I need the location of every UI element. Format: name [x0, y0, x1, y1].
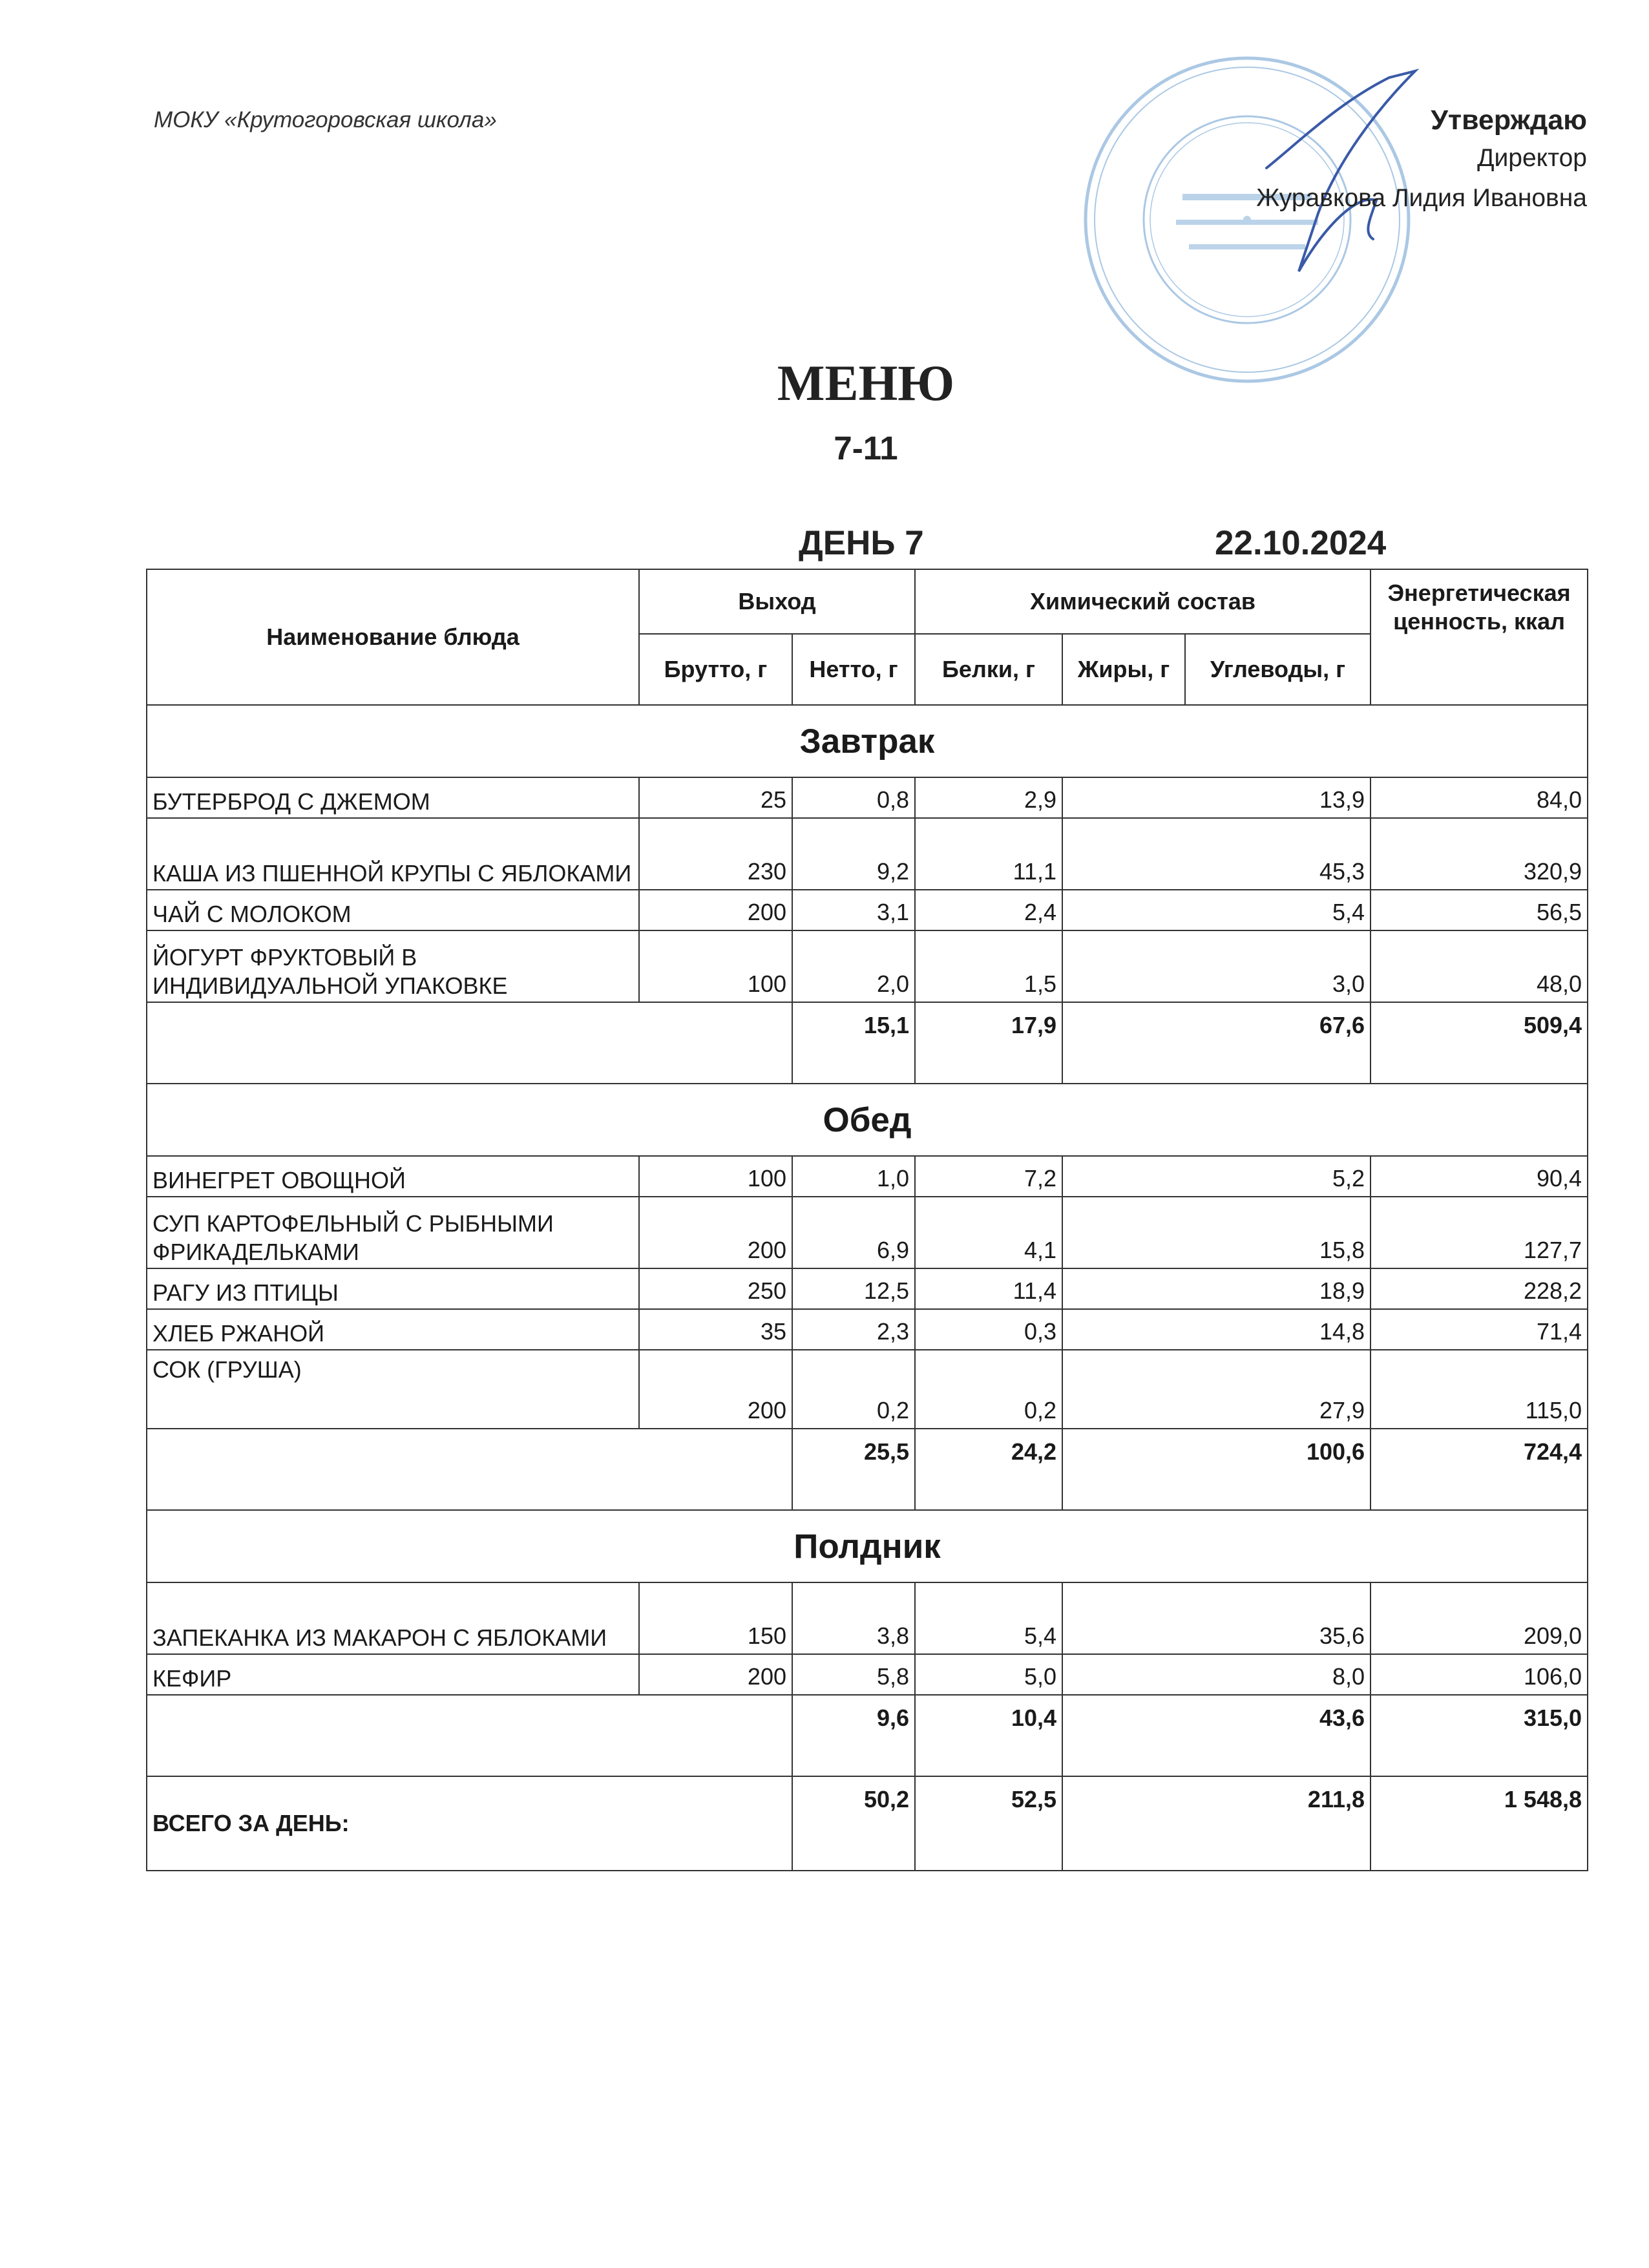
- col-header-carbs: Углеводы, г: [1185, 634, 1371, 705]
- kcal-value: 115,0: [1371, 1350, 1588, 1429]
- fat-value: 11,4: [915, 1268, 1062, 1309]
- total-protein: 9,6: [792, 1695, 915, 1776]
- carbs-value: 13,9: [1062, 777, 1371, 818]
- section-title: Обед: [147, 1084, 1588, 1156]
- fat-value: 0,3: [915, 1309, 1062, 1350]
- kcal-value: 90,4: [1371, 1156, 1588, 1197]
- protein-value: 12,5: [792, 1268, 915, 1309]
- approve-name: Журавкова Лидия Ивановна: [1256, 184, 1587, 212]
- protein-value: 1,0: [792, 1156, 915, 1197]
- col-header-protein: Белки, г: [915, 634, 1062, 705]
- kcal-value: 127,7: [1371, 1197, 1588, 1268]
- dish-name: КАША ИЗ ПШЕННОЙ КРУПЫ С ЯБЛОКАМИ: [147, 818, 639, 890]
- total-kcal: 724,4: [1371, 1429, 1588, 1510]
- table-row: [147, 1350, 1588, 1429]
- total-carbs: 67,6: [1062, 1002, 1371, 1084]
- table-row: [147, 1197, 1588, 1268]
- col-header-brutto: Брутто, г: [639, 634, 792, 705]
- fat-value: 11,1: [915, 818, 1062, 890]
- dish-name: РАГУ ИЗ ПТИЦЫ: [147, 1268, 639, 1309]
- brutto-value: 100: [639, 1156, 792, 1197]
- fat-value: 4,1: [915, 1197, 1062, 1268]
- kcal-value: 106,0: [1371, 1654, 1588, 1695]
- kcal-value: 48,0: [1371, 930, 1588, 1002]
- brutto-value: 250: [639, 1268, 792, 1309]
- kcal-value: 228,2: [1371, 1268, 1588, 1309]
- menu-table: [146, 569, 1588, 1871]
- carbs-value: 35,6: [1062, 1582, 1371, 1654]
- total-fat: 24,2: [915, 1429, 1062, 1510]
- carbs-value: 14,8: [1062, 1309, 1371, 1350]
- dish-name: ВИНЕГРЕТ ОВОЩНОЙ: [147, 1156, 639, 1197]
- protein-value: 3,8: [792, 1582, 915, 1654]
- kcal-value: 71,4: [1371, 1309, 1588, 1350]
- total-carbs: 43,6: [1062, 1695, 1371, 1776]
- brutto-value: 100: [639, 930, 792, 1002]
- carbs-value: 8,0: [1062, 1654, 1371, 1695]
- carbs-value: 27,9: [1062, 1350, 1371, 1429]
- kcal-value: 84,0: [1371, 777, 1588, 818]
- table-row: [147, 818, 1588, 890]
- protein-value: 0,8: [792, 777, 915, 818]
- section-title: Завтрак: [147, 705, 1588, 777]
- kcal-value: 209,0: [1371, 1582, 1588, 1654]
- section-total-row: [147, 1695, 1588, 1776]
- grand-total-row: [147, 1776, 1588, 1871]
- dish-name: СУП КАРТОФЕЛЬНЫЙ С РЫБНЫМИ ФРИКАДЕЛЬКАМИ: [147, 1197, 639, 1268]
- brutto-value: 200: [639, 1350, 792, 1429]
- brutto-value: 200: [639, 1654, 792, 1695]
- fat-value: 2,4: [915, 890, 1062, 930]
- kcal-value: 320,9: [1371, 818, 1588, 890]
- brutto-value: 35: [639, 1309, 792, 1350]
- carbs-value: 5,2: [1062, 1156, 1371, 1197]
- approve-title: Утверждаю: [1431, 105, 1587, 136]
- kcal-value: 56,5: [1371, 890, 1588, 930]
- brutto-value: 230: [639, 818, 792, 890]
- total-fat: 10,4: [915, 1695, 1062, 1776]
- col-header-energy: Энергетическая ценность, ккал: [1371, 569, 1588, 705]
- protein-value: 3,1: [792, 890, 915, 930]
- grand-total-label: ВСЕГО ЗА ДЕНЬ:: [147, 1776, 792, 1871]
- grand-total-kcal: 1 548,8: [1371, 1776, 1588, 1871]
- dish-name: ХЛЕБ РЖАНОЙ: [147, 1309, 639, 1350]
- brutto-value: 200: [639, 890, 792, 930]
- carbs-value: 15,8: [1062, 1197, 1371, 1268]
- table-row: [147, 777, 1588, 818]
- fat-value: 5,4: [915, 1582, 1062, 1654]
- total-carbs: 100,6: [1062, 1429, 1371, 1510]
- brutto-value: 25: [639, 777, 792, 818]
- dish-name: ЙОГУРТ ФРУКТОВЫЙ В ИНДИВИДУАЛЬНОЙ УПАКОВКЕ: [147, 930, 639, 1002]
- menu-date: 22.10.2024: [1215, 524, 1387, 562]
- protein-value: 2,3: [792, 1309, 915, 1350]
- col-header-netto: Нетто, г: [792, 634, 915, 705]
- day-label: ДЕНЬ 7: [799, 524, 924, 562]
- total-protein: 25,5: [792, 1429, 915, 1510]
- brutto-value: 200: [639, 1197, 792, 1268]
- table-row: [147, 1156, 1588, 1197]
- table-row: [147, 1268, 1588, 1309]
- total-label-cell: [147, 1429, 792, 1510]
- dish-name: БУТЕРБРОД С ДЖЕМОМ: [147, 777, 639, 818]
- total-protein: 15,1: [792, 1002, 915, 1084]
- page-title: МЕНЮ: [777, 355, 955, 411]
- dish-name: ЧАЙ С МОЛОКОМ: [147, 890, 639, 930]
- carbs-value: 18,9: [1062, 1268, 1371, 1309]
- total-label-cell: [147, 1695, 792, 1776]
- section-total-row: [147, 1429, 1588, 1510]
- carbs-value: 5,4: [1062, 890, 1371, 930]
- table-row: [147, 890, 1588, 930]
- grand-total-protein: 50,2: [792, 1776, 915, 1871]
- carbs-value: 3,0: [1062, 930, 1371, 1002]
- organization-name: МОКУ «Крутогоровская школа»: [154, 107, 497, 132]
- col-header-chem: Химический состав: [915, 569, 1371, 634]
- col-header-output: Выход: [639, 569, 915, 634]
- col-header-fat: Жиры, г: [1062, 634, 1185, 705]
- table-row: [147, 930, 1588, 1002]
- protein-value: 0,2: [792, 1350, 915, 1429]
- grand-total-carbs: 211,8: [1062, 1776, 1371, 1871]
- dish-name: ЗАПЕКАНКА ИЗ МАКАРОН С ЯБЛОКАМИ: [147, 1582, 639, 1654]
- approval-block: [1256, 102, 1587, 218]
- table-row: [147, 1582, 1588, 1654]
- approve-position: Директор: [1477, 144, 1587, 172]
- table-row: [147, 1309, 1588, 1350]
- table-row: [147, 1654, 1588, 1695]
- protein-value: 2,0: [792, 930, 915, 1002]
- col-header-name: Наименование блюда: [147, 569, 639, 705]
- carbs-value: 45,3: [1062, 818, 1371, 890]
- total-label-cell: [147, 1002, 792, 1084]
- grand-total-fat: 52,5: [915, 1776, 1062, 1871]
- fat-value: 7,2: [915, 1156, 1062, 1197]
- fat-value: 2,9: [915, 777, 1062, 818]
- fat-value: 0,2: [915, 1350, 1062, 1429]
- dish-name: СОК (ГРУША): [147, 1350, 639, 1429]
- section-total-row: [147, 1002, 1588, 1084]
- dish-name: КЕФИР: [147, 1654, 639, 1695]
- protein-value: 6,9: [792, 1197, 915, 1268]
- fat-value: 1,5: [915, 930, 1062, 1002]
- total-kcal: 509,4: [1371, 1002, 1588, 1084]
- page-subtitle: 7-11: [834, 430, 898, 467]
- protein-value: 5,8: [792, 1654, 915, 1695]
- total-kcal: 315,0: [1371, 1695, 1588, 1776]
- fat-value: 5,0: [915, 1654, 1062, 1695]
- protein-value: 9,2: [792, 818, 915, 890]
- brutto-value: 150: [639, 1582, 792, 1654]
- section-title: Полдник: [147, 1510, 1588, 1582]
- total-fat: 17,9: [915, 1002, 1062, 1084]
